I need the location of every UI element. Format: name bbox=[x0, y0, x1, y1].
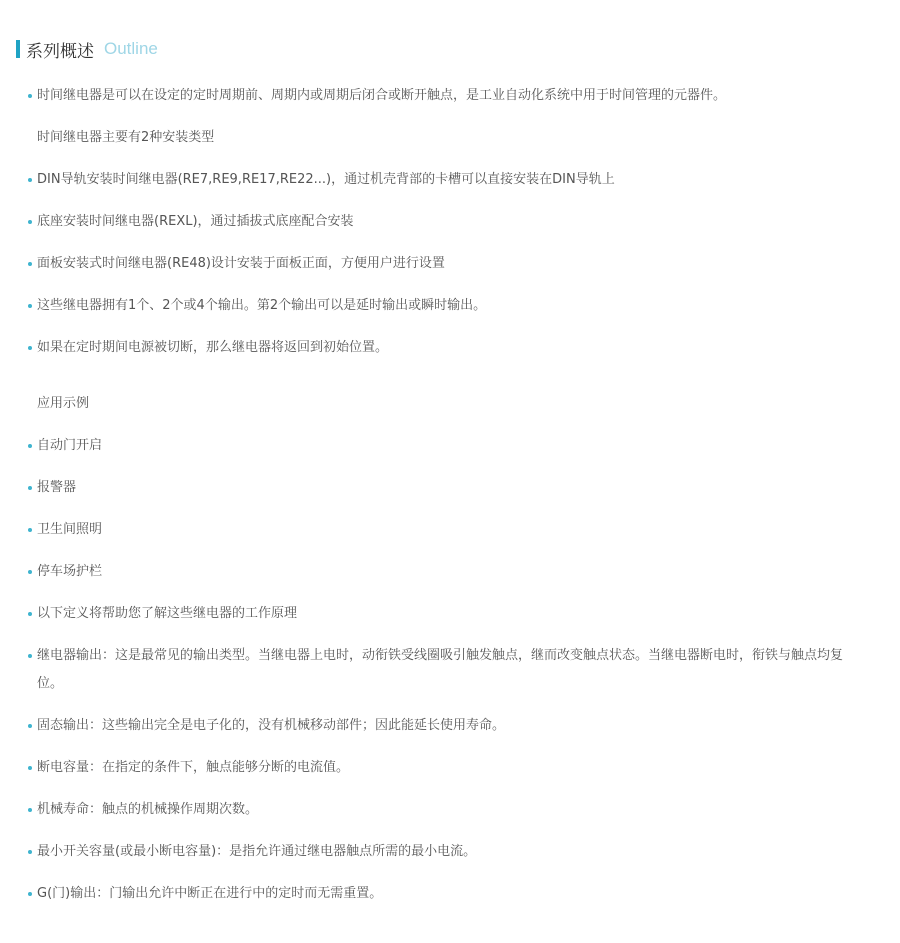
list-item bbox=[28, 208, 868, 236]
item-text: 这些继电器拥有1个、2个或4个输出。第2个输出可以是延时输出或瞬时输出。 bbox=[37, 298, 487, 313]
item-text: 最小开关容量(或最小断电容量)：是指允许通过继电器触点所需的最小电流。 bbox=[37, 844, 477, 859]
list-item bbox=[28, 754, 868, 782]
item-text: G(门)输出：门输出允许中断正在进行中的定时而无需重置。 bbox=[37, 886, 383, 901]
item-text: 应用示例 bbox=[37, 396, 90, 411]
bullet-dot-icon bbox=[28, 220, 32, 224]
bullet-dot-icon bbox=[28, 724, 32, 728]
item-text: 报警器 bbox=[37, 480, 77, 495]
item-text: DIN导轨安装时间继电器(RE7,RE9,RE17,RE22...)，通过机壳背部的卡槽可以直接安装在DIN导轨上 bbox=[37, 172, 615, 187]
list-item bbox=[28, 838, 868, 866]
list-item bbox=[28, 600, 868, 628]
bullet-dot-icon bbox=[28, 94, 32, 98]
section-title-english: Outline bbox=[104, 39, 158, 58]
list-item bbox=[28, 334, 868, 362]
list-item bbox=[28, 642, 868, 698]
bullet-dot-icon bbox=[28, 178, 32, 182]
outline-content bbox=[28, 82, 868, 922]
bullet-dot-icon bbox=[28, 808, 32, 812]
list-item bbox=[28, 250, 868, 278]
item-text: 断电容量：在指定的条件下，触点能够分断的电流值。 bbox=[37, 760, 350, 775]
bullet-dot-icon bbox=[28, 570, 32, 574]
list-item bbox=[28, 516, 868, 544]
bullet-dot-icon bbox=[28, 766, 32, 770]
item-text: 自动门开启 bbox=[37, 438, 103, 453]
list-item bbox=[28, 432, 868, 460]
section-header bbox=[16, 38, 158, 60]
list-item bbox=[28, 292, 868, 320]
bullet-dot-icon bbox=[28, 528, 32, 532]
list-item bbox=[28, 166, 868, 194]
bullet-dot-icon bbox=[28, 304, 32, 308]
item-text: 底座安装时间继电器(REXL)，通过插拔式底座配合安装 bbox=[37, 214, 354, 229]
list-item bbox=[28, 82, 868, 110]
bullet-dot-icon bbox=[28, 612, 32, 616]
subheading bbox=[28, 124, 868, 152]
item-text: 卫生间照明 bbox=[37, 522, 103, 537]
section-title: 系列概述 bbox=[26, 41, 94, 62]
item-text: 时间继电器是可以在设定的定时周期前、周期内或周期后闭合或断开触点，是工业自动化系统中用于时间管理的元器件。 bbox=[37, 88, 727, 103]
item-text: 如果在定时期间电源被切断，那么继电器将返回到初始位置。 bbox=[37, 340, 389, 355]
item-text: 机械寿命：触点的机械操作周期次数。 bbox=[37, 802, 259, 817]
bullet-dot-icon bbox=[28, 486, 32, 490]
list-item bbox=[28, 880, 868, 908]
subheading bbox=[28, 390, 868, 418]
item-text: 停车场护栏 bbox=[37, 564, 103, 579]
item-text: 固态输出：这些输出完全是电子化的，没有机械移动部件；因此能延长使用寿命。 bbox=[37, 718, 506, 733]
bullet-dot-icon bbox=[28, 262, 32, 266]
bullet-dot-icon bbox=[28, 444, 32, 448]
item-text: 面板安装式时间继电器(RE48)设计安装于面板正面，方便用户进行设置 bbox=[37, 256, 445, 271]
list-item bbox=[28, 712, 868, 740]
header-accent-bar bbox=[16, 40, 20, 58]
item-text: 以下定义将帮助您了解这些继电器的工作原理 bbox=[37, 606, 298, 621]
bullet-dot-icon bbox=[28, 654, 32, 658]
item-text: 时间继电器主要有2种安装类型 bbox=[37, 130, 215, 145]
bullet-dot-icon bbox=[28, 850, 32, 854]
bullet-dot-icon bbox=[28, 892, 32, 896]
bullet-dot-icon bbox=[28, 346, 32, 350]
list-item bbox=[28, 558, 868, 586]
item-text: 继电器输出：这是最常见的输出类型。当继电器上电时，动衔铁受线圈吸引触发触点，继而改变触点状态。当继电器断电时，衔铁与触点均复位。 bbox=[37, 648, 844, 691]
list-item bbox=[28, 796, 868, 824]
list-item bbox=[28, 474, 868, 502]
